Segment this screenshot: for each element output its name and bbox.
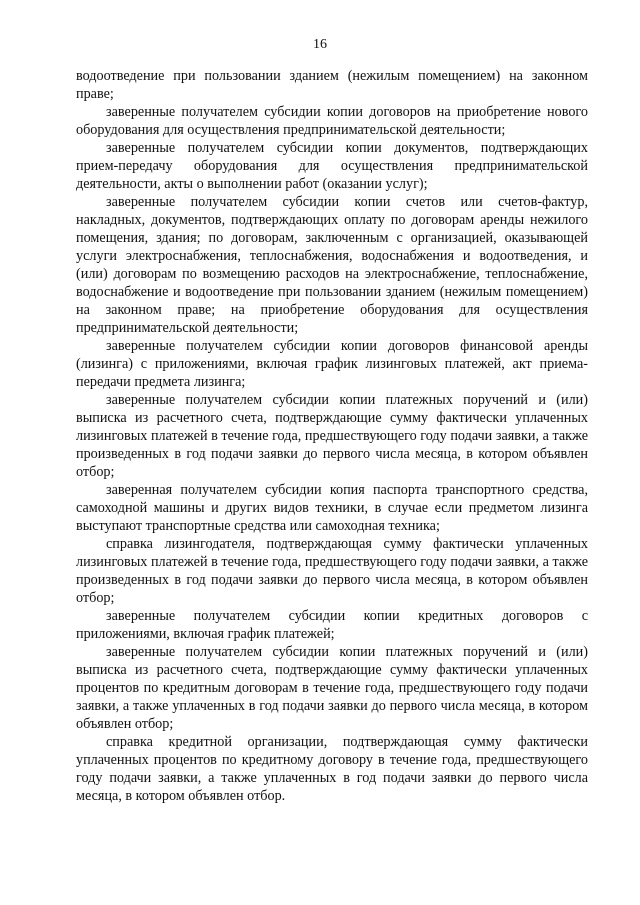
paragraph-credit-payment-orders: заверенные получателем субсидии копии платежных поручений и (или) выписка из расчетного счета, подтверждающие сумму фактически уплаченных процентов по кредитным договорам в течение года, предшествующего году подачи заявки, а также уплаченных в год подачи заявки до первого числа месяца, в котором объявлен отбор; bbox=[76, 644, 588, 732]
paragraph-vehicle-passport: заверенная получателем субсидии копия паспорта транспортного средства, самоходной машины и других видов техники, в случае если предметом лизинга выступают транспортные средства или самоходная техника; bbox=[76, 482, 588, 534]
paragraph-invoices-and-payments: заверенные получателем субсидии копии счетов или счетов-фактур, накладных, документов, подтверждающих оплату по договорам аренды нежилого помещения, здания; по договорам, заключенным с организацией, оказывающей услуги электроснабжения, теплоснабжения, водоснабжения и водоотведения, и (или) договорам по возмещению расходов на электроснабжение, теплоснабжение, водоснабжение и водоотведение при пользовании зданием (нежилым помещением) на законном праве; на приобретение оборудования для осуществления предпринимательской деятельности; bbox=[76, 194, 588, 336]
paragraph-credit-contracts: заверенные получателем субсидии копии кредитных договоров с приложениями, включая график платежей; bbox=[76, 608, 588, 642]
paragraph-leasing-contracts: заверенные получателем субсидии копии договоров финансовой аренды (лизинга) с приложениями, включая график лизинговых платежей, акт приема-передачи предмета лизинга; bbox=[76, 338, 588, 390]
paragraph-bank-certificate: справка кредитной организации, подтверждающая сумму фактически уплаченных процентов по кредитному договору в течение года, предшествующего году подачи заявки, а также уплаченных в год подачи заявки до первого числа месяца, в котором объявлен отбор. bbox=[76, 734, 588, 804]
paragraph-lessor-certificate: справка лизингодателя, подтверждающая сумму фактически уплаченных лизинговых платежей в течение года, предшествующего году подачи заявки, а также произведенных в год подачи заявки до первого числа месяца, в котором объявлен отбор; bbox=[76, 536, 588, 606]
page-number: 16 bbox=[313, 37, 327, 52]
document-body bbox=[76, 67, 588, 805]
paragraph-leasing-payment-orders: заверенные получателем субсидии копии платежных поручений и (или) выписка из расчетного счета, подтверждающие сумму фактически уплаченных лизинговых платежей в течение года, предшествующего году подачи заявки, а также произведенных в год подачи заявки до первого числа месяца, в котором объявлен отбор; bbox=[76, 392, 588, 480]
paragraph-equipment-transfer-documents: заверенные получателем субсидии копии документов, подтверждающих прием-передачу оборудования для осуществления предпринимательской деятельности, акты о выполнении работ (оказании услуг); bbox=[76, 140, 588, 192]
paragraph-equipment-purchase-contracts: заверенные получателем субсидии копии договоров на приобретение нового оборудования для осуществления предпринимательской деятельности; bbox=[76, 104, 588, 138]
paragraph-continuation: водоотведение при пользовании зданием (нежилым помещением) на законном праве; bbox=[76, 68, 588, 102]
